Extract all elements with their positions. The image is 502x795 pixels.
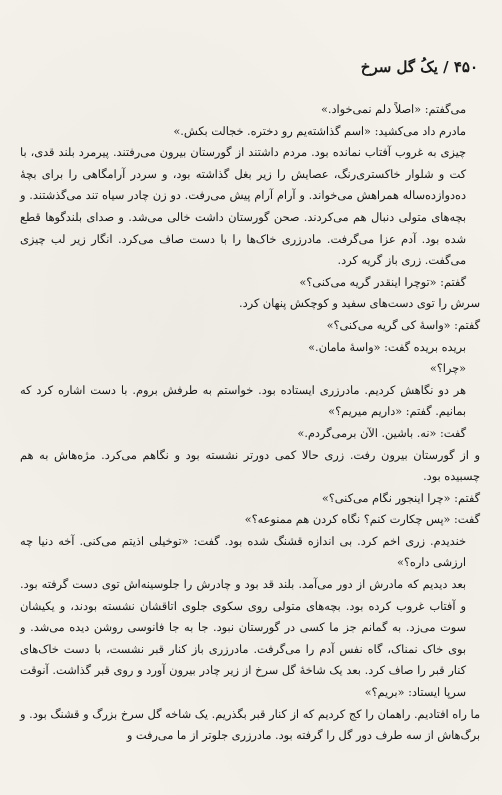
header-separator: / bbox=[443, 58, 449, 76]
paragraph: بریده بریده گفت: «واسهٔ مامان.» bbox=[308, 340, 466, 354]
page-number: ۴۵۰ bbox=[453, 58, 478, 76]
paragraph: مادرم داد می‌کشید: «اسم گذاشته‌یم رو دختره. خجالت بکش.» bbox=[173, 124, 466, 138]
paragraph: خندیدم. زری اخم کرد. بی اندازه قشنگ شده بود. گفت: «توخیلی اذیتم می‌کنی. آخه دنیا چه ارزشی داره؟» bbox=[20, 534, 466, 570]
paragraph: هر دو نگاهش کردیم. مادرزری ایستاده بود. خواستم به طرفش بروم. با دست اشاره کرد که بمانیم. گفتم: «داریم میریم؟» bbox=[20, 383, 466, 419]
book-title: یکُ گل سرخ bbox=[360, 58, 438, 76]
paragraph: گفتم: «توچرا اینقدر گریه می‌کنی؟» bbox=[299, 275, 466, 289]
paragraph: و از گورستان بیرون رفت. زری حالا کمی دورتر نشسته بود و نگاهم می‌کرد. مژه‌هاش به هم چسبیده بود. bbox=[20, 448, 480, 484]
body-text bbox=[20, 99, 480, 747]
paragraph: گفت: «نه. باشین. الآن برمی‌گردم.» bbox=[297, 426, 466, 440]
paragraph: می‌گفتم: «اصلاً دلم نمی‌خواد.» bbox=[320, 103, 466, 116]
paragraph: ما راه افتادیم. راهمان را کج کردیم که از کنار قبر بگذریم. یک شاخه گل سرخ بزرگ و قشنگ بود. و برگ‌هاش از سه طرف دور گل را گرفته بود. مادرزری جلوتر از ما می‌رفت و bbox=[20, 707, 480, 743]
paragraph: سرش را توی دست‌های سفید و کوچکش پنهان کرد. bbox=[238, 297, 480, 311]
paragraph: «چرا؟» bbox=[429, 362, 466, 376]
paragraph: بعد دیدیم که مادرش از دور می‌آمد. بلند قد بود و چادرش را جلوسینه‌اش توی دست گرفته بود. و آفتاب غروب کرده بود. بچه‌های متولی روی سکوی جلوی اتاقشان نشسته بودند، و یکیشان سوت می‌زد. به گمانم جز ما کسی در گورستان نبود. جا به جا فانوسی روشن دیده می‌شد. و بوی خاک نمناک، گاه نفس آدم را می‌گرفت. مادرزری باز کنار قبر نشست، با دست خاک‌های کنار قبر را صاف کرد. بعد یک شاخهٔ گل سرخ از زیر چادر بیرون آورد و روی قبر گذاشت. آنوقت سرپا ایستاد: «بریم؟» bbox=[20, 578, 466, 700]
paragraph: گفتم: «چرا اینجور نگام می‌کنی؟» bbox=[321, 491, 480, 505]
paragraph: گفت: «پس چکارت کنم؟ نگاه کردن هم ممنوعه؟» bbox=[244, 513, 480, 527]
page-header bbox=[20, 55, 480, 79]
paragraph: گفتم: «واسهٔ کی گریه می‌کنی؟» bbox=[326, 318, 480, 332]
paragraph: چیزی به غروب آفتاب نمانده بود. مردم داشتند از گورستان بیرون می‌رفتند. پیرمرد بلند قدی، با کت و شلوار خاکستری‌رنگ، عصایش را زیر بغل گذاشته بود، و سردر آرامگاهی را برای بچهٔ ده‌دوازده‌ساله همراهش می‌خواند. و آرام آرام پیش می‌رفت. دو زن چادر سیاه تند می‌گذشتند. و بچه‌های متولی دنبال هم می‌کردند. صحن گورستان داشت خالی می‌شد. و صدای بلندگوها قطع شده بود. آدم عزا می‌گرفت. مادرزری خاک‌ها را با دست صاف می‌کرد. انگار زیر لب چیزی می‌گفت. زری باز گریه کرد. bbox=[20, 146, 466, 268]
